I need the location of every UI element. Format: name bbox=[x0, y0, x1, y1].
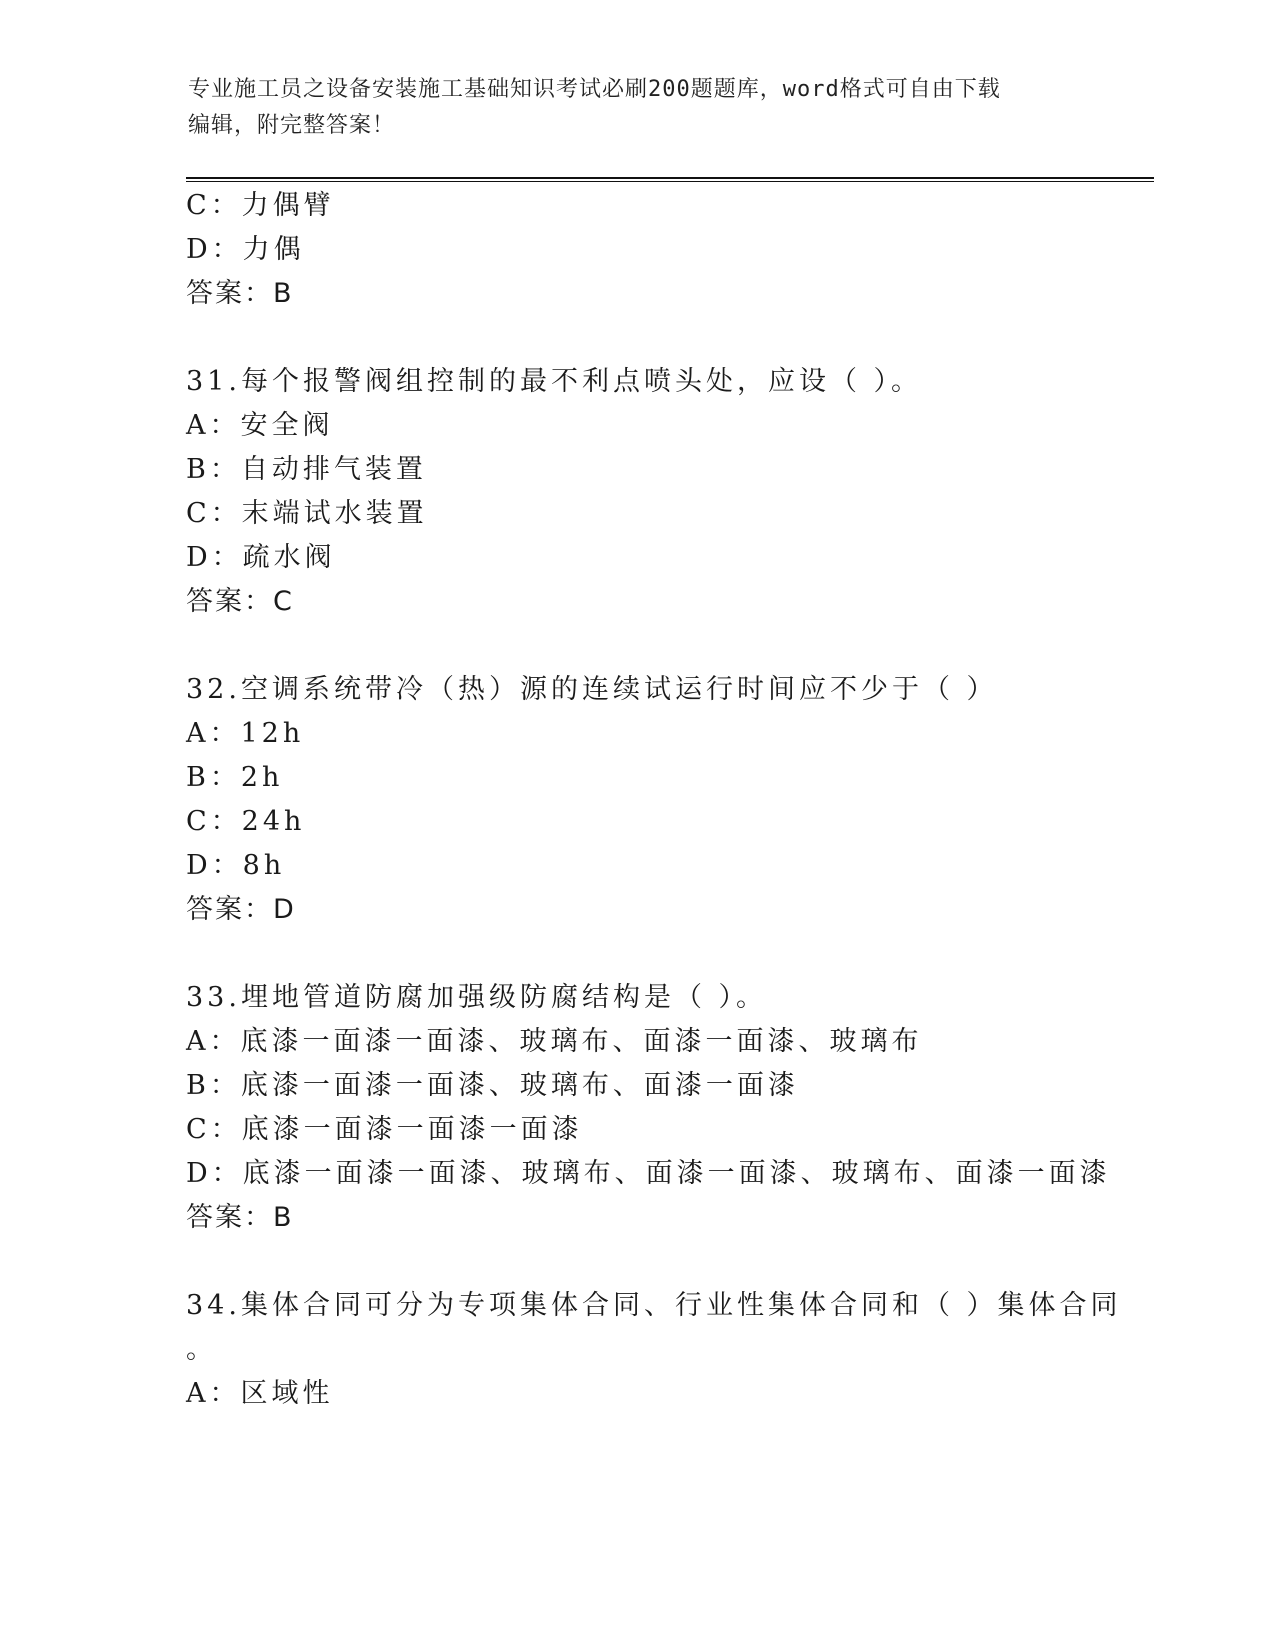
answer-line: 答案：D bbox=[186, 894, 296, 925]
option-a: A：安全阀 bbox=[186, 410, 334, 441]
document-header bbox=[188, 72, 1068, 144]
question-stem-continuation: 。 bbox=[186, 1334, 217, 1365]
option-b: B：2h bbox=[186, 762, 284, 793]
question-stem: 33.埋地管道防腐加强级防腐结构是（ ）。 bbox=[186, 982, 768, 1013]
question-stem: 34.集体合同可分为专项集体合同、行业性集体合同和（ ）集体合同 bbox=[186, 1290, 1122, 1321]
option-d: D：疏水阀 bbox=[186, 542, 336, 573]
header-title-line-1: 专业施工员之设备安装施工基础知识考试必刷200题题库，word格式可自由下载 bbox=[188, 77, 1001, 102]
option-c: C：24h bbox=[186, 806, 306, 837]
option-d: D：8h bbox=[186, 850, 286, 881]
question-stem: 32.空调系统带冷（热）源的连续试运行时间应不少于（ ） bbox=[186, 674, 998, 705]
answer-line: 答案：B bbox=[186, 278, 294, 309]
option-a: A：12h bbox=[186, 718, 305, 749]
option-a: A：底漆一面漆一面漆、玻璃布、面漆一面漆、玻璃布 bbox=[186, 1026, 923, 1057]
option-b: B：自动排气装置 bbox=[186, 454, 427, 485]
answer-line: 答案：B bbox=[186, 1202, 294, 1233]
option-b: B：底漆一面漆一面漆、玻璃布、面漆一面漆 bbox=[186, 1070, 799, 1101]
option-c: C：底漆一面漆一面漆一面漆 bbox=[186, 1114, 583, 1145]
answer-line: 答案：C bbox=[186, 586, 294, 617]
option-d: D：底漆一面漆一面漆、玻璃布、面漆一面漆、玻璃布、面漆一面漆 bbox=[186, 1158, 1111, 1189]
option-a: A：区域性 bbox=[186, 1378, 334, 1409]
header-title-line-2: 编辑，附完整答案！ bbox=[188, 113, 396, 138]
option-c: C：末端试水装置 bbox=[186, 498, 428, 529]
header-divider bbox=[186, 177, 1154, 183]
question-stem: 31.每个报警阀组控制的最不利点喷头处，应设（ ）。 bbox=[186, 366, 923, 397]
option-c: C：力偶臂 bbox=[186, 190, 335, 221]
option-d: D：力偶 bbox=[186, 234, 305, 265]
